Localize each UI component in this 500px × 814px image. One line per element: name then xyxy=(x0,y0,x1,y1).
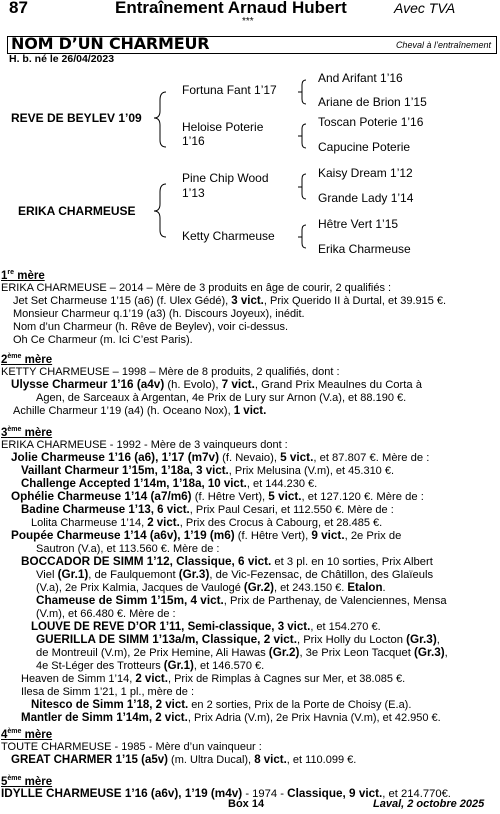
text: Monsieur Charmeur q.1’19 (a3) (h. Discours Joyeux), inédit. xyxy=(13,308,305,320)
produce-line xyxy=(36,392,406,405)
text: , et 154.270 €. xyxy=(310,621,381,633)
produce-line xyxy=(31,517,382,530)
text: , 3e Prix Leon Tacquet xyxy=(299,647,415,659)
produce-line xyxy=(36,582,386,595)
text: , Prix de Rimplas à Cagnes sur Mer, et 38.085 €. xyxy=(167,673,406,685)
bold-text: (Gr.3) xyxy=(178,569,210,581)
produce-line xyxy=(11,491,424,504)
bold-text: Badine Charmeuse 1’13, 6 vict. xyxy=(21,504,190,516)
ancestor-dss: Kaisy Dream 1’12 xyxy=(318,166,413,180)
dam-sire-line2: 1’13 xyxy=(182,186,205,200)
bold-text: 2 vict. xyxy=(147,517,180,529)
text: , Prix Querido II à Durtal, et 39.915 €. xyxy=(263,295,447,307)
horse-status: Cheval à l’entraînement xyxy=(395,40,491,50)
box-number: Box 14 xyxy=(228,798,265,810)
text: Sautron (V.a), et 113.560 €. Mère de : xyxy=(36,543,220,555)
bold-text: (Gr.2) xyxy=(243,582,274,594)
text: , de Vic-Fezensac, de Châtillon, des Glaïeuls xyxy=(209,569,434,581)
text: (V.m), et 66.480 €. Mère de : xyxy=(36,608,176,620)
text: Oh Ce Charmeur (m. Ici C’est Paris). xyxy=(13,334,193,346)
text: (h. Evolo), xyxy=(164,379,222,391)
produce-line xyxy=(11,754,356,767)
text: , et 214.770€. xyxy=(382,788,451,800)
text: et 3 pl. en 10 sorties, Prix Albert xyxy=(271,556,433,568)
dam-sire-line1: Pine Chip Wood xyxy=(182,171,269,185)
bold-text: 8 vict. xyxy=(254,754,287,766)
produce-line xyxy=(13,295,446,308)
produce-line xyxy=(1,366,340,379)
bold-text: 3 vict. xyxy=(231,295,264,307)
text: 4e St-Léger des Trotteurs xyxy=(36,660,164,672)
text: Heaven de Simm 1’14, xyxy=(21,673,136,685)
header-stars: *** xyxy=(242,16,254,27)
produce-line xyxy=(21,478,317,491)
produce-line xyxy=(11,379,422,392)
text: ERIKA CHARMEUSE – 2014 – Mère de 3 produits en âge de courir, 2 qualifiés : xyxy=(1,282,392,294)
bold-text: (Gr.3) xyxy=(406,634,437,646)
produce-line xyxy=(21,673,405,686)
bold-text: Classique, 9 vict. xyxy=(287,788,383,800)
text: . xyxy=(382,582,386,594)
page-number: 87 xyxy=(9,0,28,17)
bold-text: Ophélie Charmeuse 1’14 (a7/m6) xyxy=(11,491,192,503)
ancestor-dds: Hêtre Vert 1’15 xyxy=(318,217,399,231)
text: KETTY CHARMEUSE – 1998 – Mère de 8 produits, 2 qualifiés, dont : xyxy=(1,366,340,378)
text: , et 87.807 €. Mère de : xyxy=(313,452,430,464)
text: , 2e Prix de xyxy=(344,530,402,542)
bold-text: Ulysse Charmeur 1’16 (a4v) xyxy=(11,379,165,391)
section-heading-4: 4ème mère xyxy=(1,728,53,741)
dam-dam: Ketty Charmeuse xyxy=(182,229,275,243)
bold-text: Challenge Accepted 1’14m, 1’18a, 10 vict. xyxy=(21,478,247,490)
text: (m. Ultra Ducal), xyxy=(168,754,255,766)
bold-text: 1 vict. xyxy=(233,405,267,417)
bold-text: (Gr.1) xyxy=(163,660,194,672)
ancestor-sdd: Capucine Poterie xyxy=(318,140,411,154)
text: Ilesa de Simm 1’21, 1 pl., mère de : xyxy=(21,686,195,698)
bold-text: IDYLLE CHARMEUSE 1’16 (a6v), 1’19 (m4v) xyxy=(1,788,243,800)
text: , xyxy=(436,634,440,646)
text: (f. Hêtre Vert), xyxy=(234,530,312,542)
sire-sire: Fortuna Fant 1’17 xyxy=(182,83,277,97)
bold-text: GREAT CHARMER 1’15 (a5v) xyxy=(11,754,168,766)
bold-text: Nitesco de Simm 1’18, 2 vict. xyxy=(31,699,189,711)
bold-text: Vaillant Charmeur 1’15m, 1’18a, 3 vict. xyxy=(21,465,229,477)
text: en 2 sorties, Prix de la Porte de Choisy (E.a). xyxy=(188,699,412,711)
produce-line xyxy=(11,452,429,465)
produce-line xyxy=(13,308,305,321)
text: , Prix de Parthenay, de Valenciennes, Mensa xyxy=(223,595,447,607)
text: , et 144.230 €. xyxy=(246,478,318,490)
section-heading-1: 1re mère xyxy=(1,269,45,282)
bold-text: Jolie Charmeuse 1’16 (a6), 1’17 (m7v) xyxy=(11,452,219,464)
text: Lolita Charmeuse 1’14, xyxy=(31,517,148,529)
produce-line xyxy=(21,686,194,699)
produce-line xyxy=(21,504,394,517)
produce-line xyxy=(36,660,264,673)
text: , Grand Prix Meaulnes du Corta à xyxy=(254,379,422,391)
ancestor-ssd: Ariane de Brion 1’15 xyxy=(318,95,427,109)
bold-text: 9 vict. xyxy=(311,530,345,542)
text: Agen, de Sarceaux à Argentan, 4e Prix de Lury sur Arnon (V.a), et 88.190 €. xyxy=(36,392,407,404)
section-heading-2: 2ème mère xyxy=(1,353,53,366)
text: , et 146.570 €. xyxy=(193,660,265,672)
bold-text: BOCCADOR DE SIMM 1’12, Classique, 6 vict. xyxy=(21,556,272,568)
text: de Montreuil (V.m), 2e Prix Hemine, Ali Hawas xyxy=(36,647,269,659)
page-header-title: Entraînement Arnaud Hubert xyxy=(115,0,347,17)
produce-line xyxy=(21,465,394,478)
produce-line xyxy=(31,699,411,712)
bold-text: Mantler de Simm 1’14m, 2 vict. xyxy=(21,712,188,724)
horse-name: NOM D’UN CHARMEUR xyxy=(11,34,210,53)
bold-text: (Gr.3) xyxy=(414,647,445,659)
text: , et 110.099 €. xyxy=(286,754,357,766)
produce-line xyxy=(36,543,219,556)
text: , Prix Paul Cesari, et 112.550 €. Mère de : xyxy=(189,504,394,516)
section-heading-3: 3ème mère xyxy=(1,426,53,439)
text: , Prix Holly du Locton xyxy=(296,634,407,646)
bold-text: 5 vict. xyxy=(280,452,314,464)
text: (f. Hêtre Vert), xyxy=(191,491,269,503)
text: Viel xyxy=(36,569,58,581)
bold-text: 7 vict. xyxy=(221,379,255,391)
bold-text: 5 vict. xyxy=(268,491,302,503)
bold-text: LOUVE DE REVE D’OR 1’11, Semi-classique, 3 vict. xyxy=(31,621,311,633)
produce-line xyxy=(36,595,447,608)
text: (V.a), 2e Prix Kalmia, Jacques de Vaulogé xyxy=(36,582,244,594)
text: , Prix Adria (V.m), 2e Prix Havnia (V.m), et 42.950 €. xyxy=(187,712,441,724)
text: - 1974 - xyxy=(242,788,288,800)
ancestor-ddd: Erika Charmeuse xyxy=(318,242,411,256)
produce-line xyxy=(1,439,288,452)
ancestor-sss: And Arifant 1’16 xyxy=(318,71,403,85)
text: (f. Nevaio), xyxy=(218,452,281,464)
dam-name: ERIKA CHARMEUSE xyxy=(18,204,136,218)
text: , et 127.120 €. Mère de : xyxy=(301,491,424,503)
text: , Prix des Crocus à Cabourg, et 28.485 €. xyxy=(179,517,383,529)
bold-text: Chameuse de Simm 1’15m, 4 vict. xyxy=(36,595,224,607)
produce-line xyxy=(11,530,401,543)
sire-name: REVE DE BEYLEV 1’09 xyxy=(11,111,142,125)
produce-line xyxy=(36,569,433,582)
produce-line xyxy=(31,621,381,634)
ancestor-dsd: Grande Lady 1’14 xyxy=(318,191,414,205)
produce-line xyxy=(13,405,266,418)
produce-line xyxy=(21,556,433,569)
produce-line xyxy=(36,608,176,621)
produce-line xyxy=(36,647,448,660)
sire-dam-line2: 1’16 xyxy=(182,134,205,148)
text: ERIKA CHARMEUSE - 1992 - Mère de 3 vainqueurs dont : xyxy=(1,439,288,451)
produce-line xyxy=(21,712,441,725)
bold-text: (Gr.2) xyxy=(268,647,300,659)
footer-date: Laval, 2 octobre 2025 xyxy=(373,798,485,810)
text: TOUTE CHARMEUSE - 1985 - Mère d’un vainqueur : xyxy=(1,741,262,753)
text: Jet Set Charmeuse 1’15 (a6) (f. Ulex Gédé), xyxy=(13,295,232,307)
text: , et 243.150 €. xyxy=(273,582,348,594)
bold-text: Etalon xyxy=(347,582,383,594)
bold-text: 2 vict. xyxy=(135,673,168,685)
section-heading-5: 5ème mère xyxy=(1,775,53,788)
text: , Prix Melusina (V.m), et 45.310 €. xyxy=(228,465,395,477)
tva-label: Avec TVA xyxy=(394,0,456,16)
bold-text: Poupée Charmeuse 1’14 (a6v), 1’19 (m6) xyxy=(11,530,235,542)
bold-text: (Gr.1) xyxy=(57,569,89,581)
produce-line xyxy=(1,741,262,754)
text: Nom d’un Charmeur (h. Rêve de Beylev), voir ci-dessus. xyxy=(13,321,289,333)
sire-dam-line1: Heloise Poterie xyxy=(182,120,264,134)
ancestor-sds: Toscan Poterie 1’16 xyxy=(318,115,424,129)
produce-line xyxy=(1,282,391,295)
text: , xyxy=(444,647,448,659)
produce-line xyxy=(36,634,440,647)
produce-line xyxy=(13,334,193,347)
horse-info: H. b. né le 26/04/2023 xyxy=(9,53,115,65)
text: , de Faulquemont xyxy=(88,569,179,581)
bold-text: GUERILLA DE SIMM 1’13a/m, Classique, 2 vict. xyxy=(36,634,297,646)
produce-line xyxy=(13,321,288,334)
text: Achille Charmeur 1’19 (a4) (h. Oceano Nox), xyxy=(13,405,234,417)
